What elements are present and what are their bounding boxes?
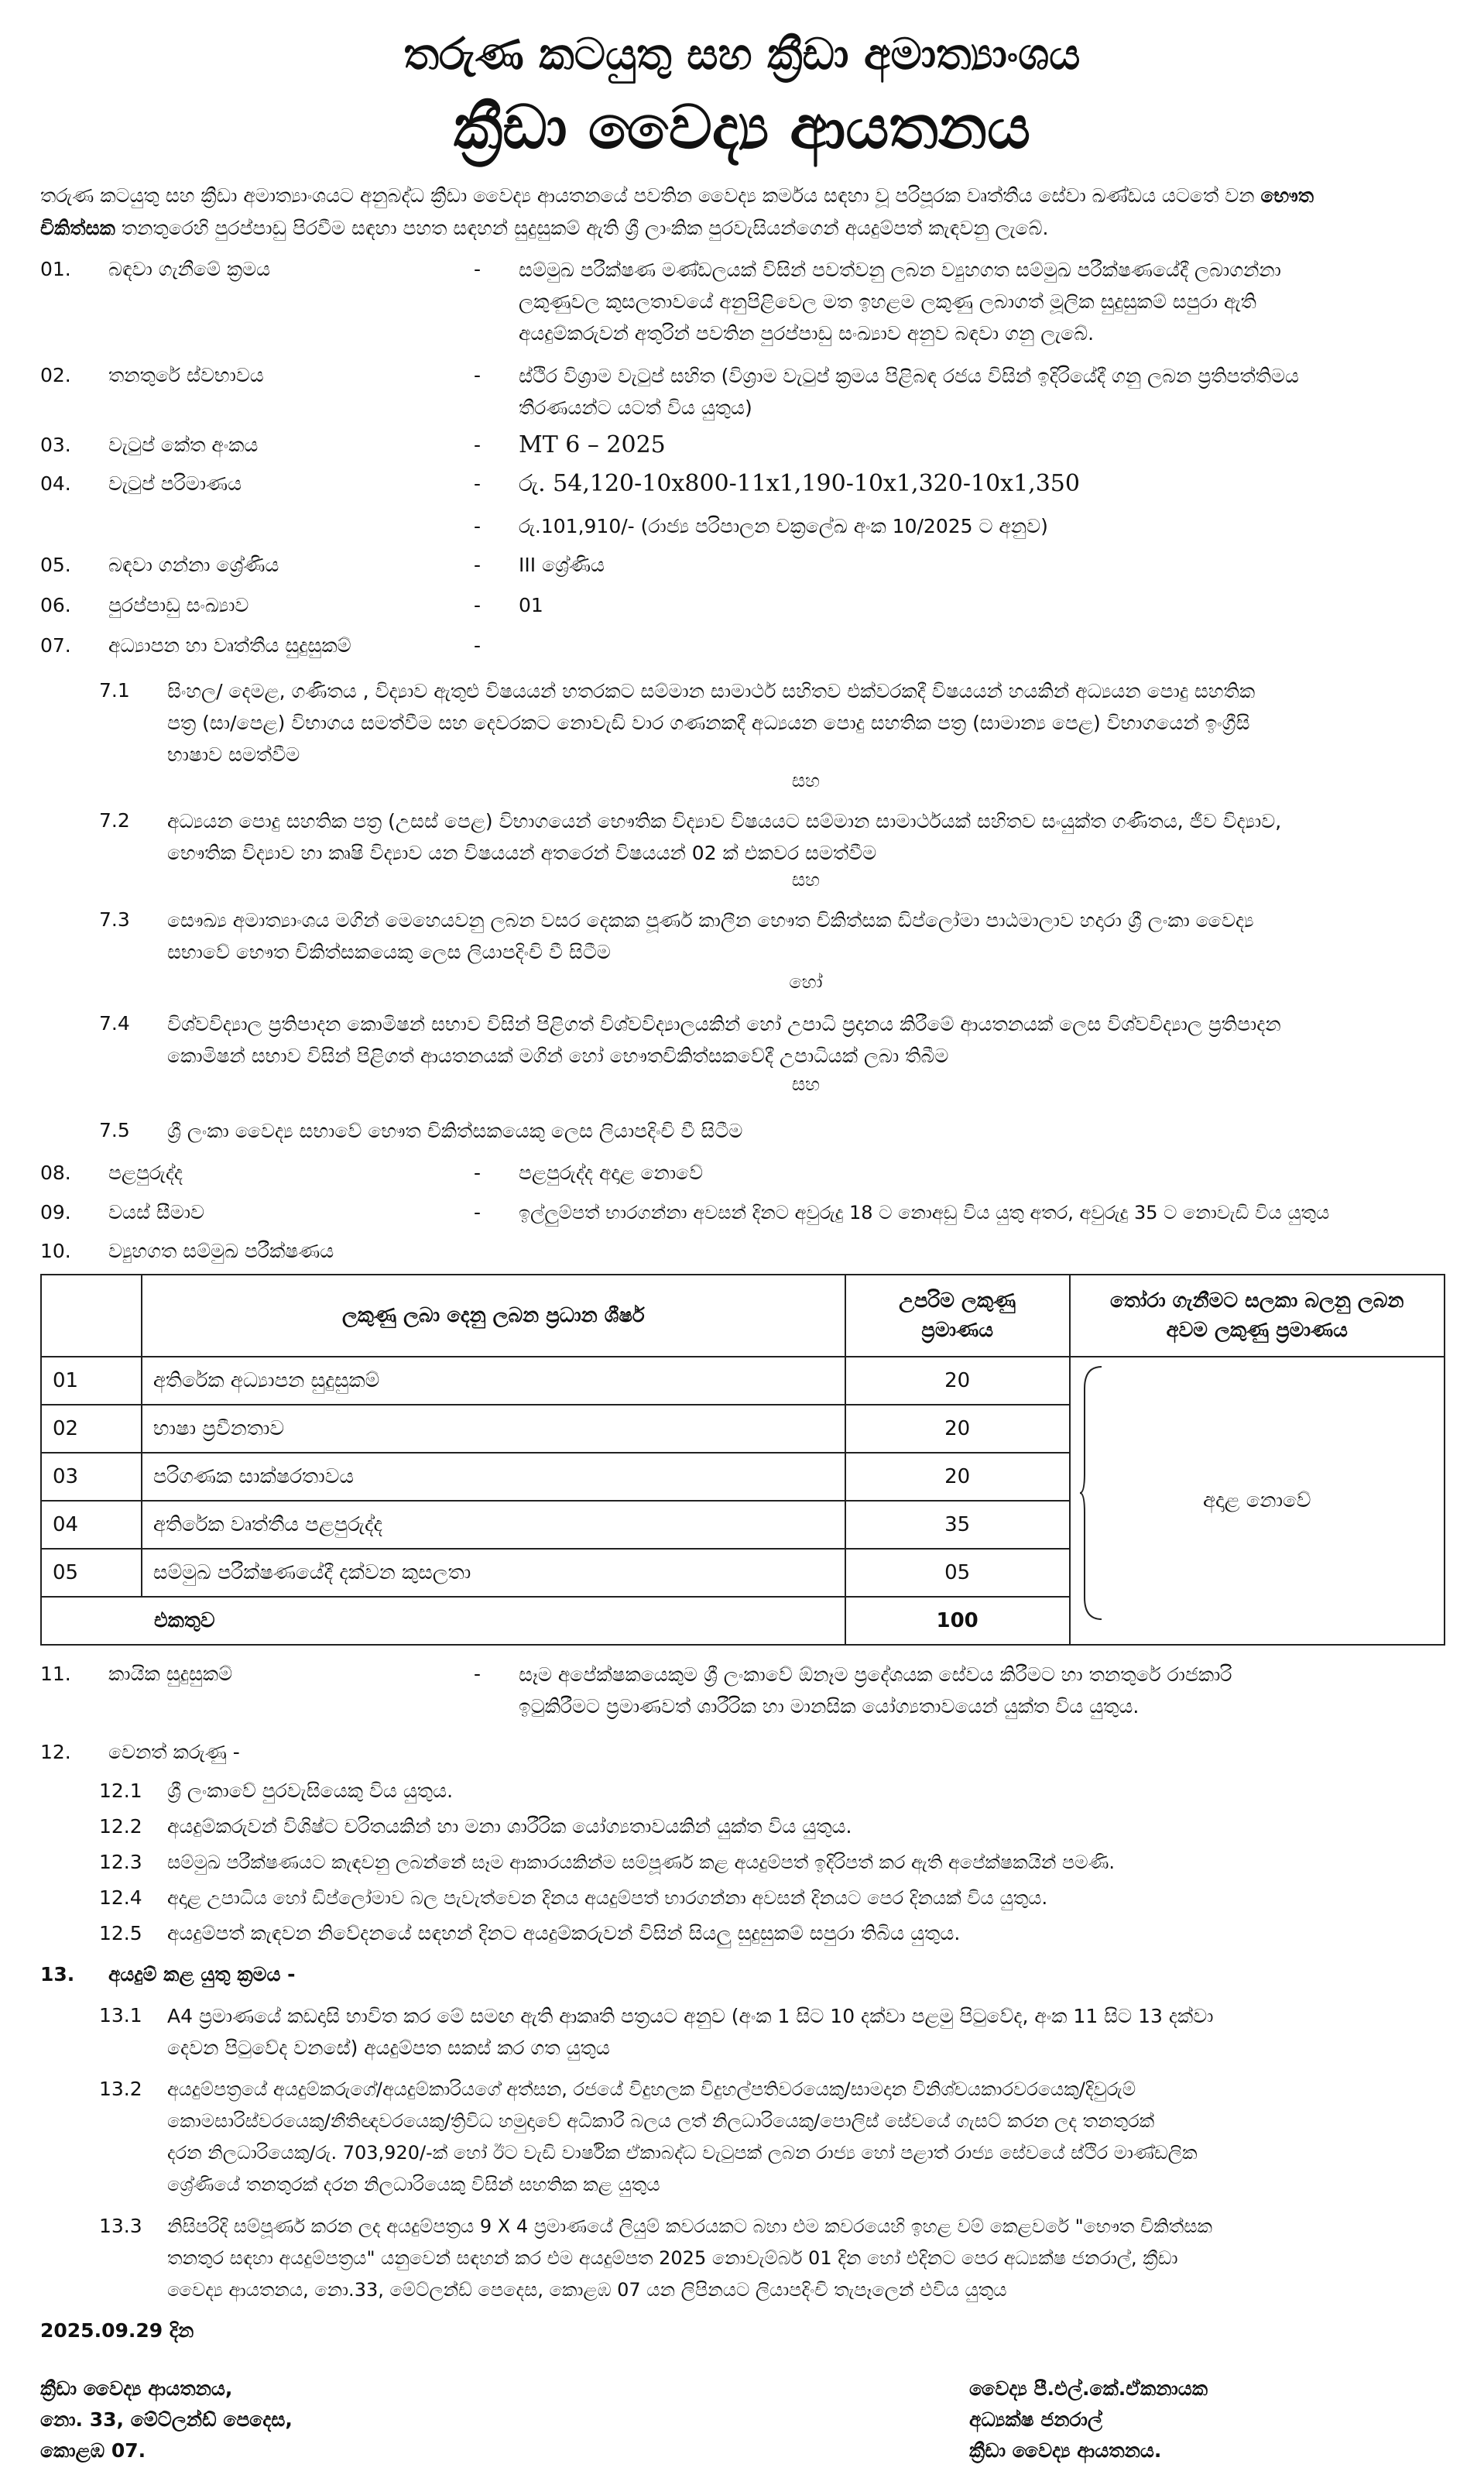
intro-post-2: චිකිත්සක bbox=[40, 217, 115, 239]
header-text: තෝරා ගැනීමට සලකා බලනු ලබන bbox=[1110, 1289, 1404, 1313]
sub-line: කොමසාරිස්වරයෙකු/නීතිඥවරයෙකු/ත්‍රිවිධ හමුදාවේ අධිකාරී බලය ලත් නිලධාරියෙකු/පොලිස් සේවයේ ගැසට් කරන ලද තනතුරක් bbox=[167, 2110, 1155, 2132]
qual-join: සහ bbox=[791, 1073, 821, 1095]
row-subject: භාෂා ප්‍රවීනතාව bbox=[142, 1405, 845, 1453]
sub-text: අයදුම්පත් කැඳවන නිවේදනයේ සඳහන් දිනට අයදුම්කරුවන් විසින් සියලු සුදුසුකම් සපුරා තිබිය යුතුය. bbox=[167, 1922, 961, 1944]
sub-text: අයදුම්කරුවන් විශිෂ්ට චරිතයකින් හා මනා ශාරීරික යෝග්‍යතාවයකින් යුක්ත විය යුතුය. bbox=[167, 1815, 852, 1838]
sub-text bbox=[167, 2211, 1445, 2306]
experience-value: පළපුරුද්ද අදාළ නොවේ bbox=[519, 1162, 704, 1184]
sub-number: 12.1 bbox=[99, 1780, 142, 1802]
salary-scale: රු. 54,120-10x800-11x1,190-10x1,320-10x1,350 bbox=[519, 470, 1080, 497]
row-max: 20 bbox=[845, 1405, 1070, 1453]
qual-text bbox=[167, 1115, 1445, 1147]
item-label: පුරප්පාඩු සංඛ්‍යාව bbox=[108, 594, 249, 616]
table-header-min bbox=[1070, 1275, 1445, 1357]
item-number: 11. bbox=[40, 1663, 71, 1685]
item-label: කායික සුදුසුකම් bbox=[108, 1663, 233, 1685]
marks-table bbox=[40, 1274, 1445, 1646]
row-number: 05 bbox=[41, 1549, 142, 1597]
salary-code: MT 6 – 2025 bbox=[519, 431, 666, 458]
value-line: ලකුණුවල කුසලතාවයේ අනුපිළිවෙල මත ඉහළම ලකුණු ලබාගත් මූලික සුදුසුකම් සපුරා ඇති bbox=[519, 290, 1256, 313]
item-dash: - bbox=[474, 594, 482, 616]
signatory-office: ක්‍රීඩා වෛද්‍ය ආයතනය. bbox=[969, 2439, 1162, 2462]
table-header-row bbox=[41, 1275, 1445, 1357]
item-label: ව්‍යුහගත සම්මුඛ පරීක්ෂණය bbox=[108, 1240, 334, 1262]
header-text: ප්‍රමාණය bbox=[921, 1319, 994, 1342]
item-dash: - bbox=[474, 634, 482, 657]
item-number: 02. bbox=[40, 364, 71, 386]
row-subject: සම්මුඛ පරීක්ෂණයේදී දක්වන කුසලතා bbox=[142, 1549, 845, 1597]
qual-join: හෝ bbox=[789, 971, 823, 993]
item-label: පළපුරුද්ද bbox=[108, 1162, 183, 1184]
sub-text bbox=[167, 2000, 1445, 2064]
item-dash: - bbox=[474, 515, 482, 537]
value-line: අයදුම්කරුවන් අතුරින් පවතින පුරප්පාඩු සංඛ්‍යාව අනුව බඳවා ගනු ලැබේ. bbox=[519, 322, 1095, 345]
row-max: 35 bbox=[845, 1501, 1070, 1549]
row-number: 03 bbox=[41, 1453, 142, 1501]
value-line: ඉටුකිරීමට ප්‍රමාණවත් ශාරීරික හා මානසික යෝග්‍යතාවයෙන් යුක්ත විය යුතුය. bbox=[519, 1695, 1140, 1718]
salary-revised: රු.101,910/- (රාජ්‍ය පරිපාලන චක්‍රලේඛ අංක 10/2025 ට අනුව) bbox=[519, 515, 1048, 537]
header-text: අවම ලකුණු ප්‍රමාණය bbox=[1166, 1319, 1348, 1342]
item-dash: - bbox=[474, 554, 482, 576]
min-marks-value: අදාළ නොවේ bbox=[1203, 1488, 1311, 1512]
item-label: වෙනත් කරුණු - bbox=[108, 1741, 240, 1763]
item-dash: - bbox=[474, 1201, 482, 1224]
brace-icon bbox=[1078, 1365, 1109, 1621]
item-label: වැටුප් කේත අංකය bbox=[108, 434, 259, 456]
address-line: ක්‍රීඩා වෛද්‍ය ආයතනය, bbox=[40, 2377, 233, 2400]
qual-text bbox=[167, 904, 1445, 968]
item-dash: - bbox=[474, 1162, 482, 1184]
row-subject: අතිරේක අධ්‍යාපන සුදුසුකම් bbox=[142, 1357, 845, 1405]
sub-number: 13.2 bbox=[99, 2078, 142, 2100]
row-subject: අතිරේක වෘත්තීය පළපුරුද්ද bbox=[142, 1501, 845, 1549]
value-line: ස්ථිර විශ්‍රාම වැටුප් සහිත (විශ්‍රාම වැටුප් ක්‍රමය පිළිබඳ රජය විසින් ඉදිරියේදී ගනු ලබන ප්‍රතිපත්තිමය bbox=[519, 365, 1300, 387]
qual-join: සහ bbox=[791, 770, 821, 791]
age-limit-value: ඉල්ලුම්පත් භාරගන්නා අවසන් දිනට අවුරුදු 18 ට නොඅඩු විය යුතු අතර, අවුරුදු 35 ට නොවැඩි විය යුතුය bbox=[519, 1202, 1330, 1224]
total-label: එකතුව bbox=[41, 1597, 845, 1645]
intro-post-1: භෞත bbox=[1260, 184, 1314, 207]
item-number: 03. bbox=[40, 434, 71, 456]
sub-text: සම්මුඛ පරීක්ෂණයට කැඳවනු ලබන්නේ සෑම ආකාරයකින්ම සම්පූර්ණ කළ අයදුම්පත් ඉදිරිපත් කර ඇති අපේක්ෂකයින් පමණි. bbox=[167, 1852, 1116, 1873]
address-line: කොළඹ 07. bbox=[40, 2439, 146, 2462]
value-line: සෑම අපේක්ෂකයෙකුම ශ්‍රී ලංකාවේ ඕනෑම ප්‍රදේශයක සේවය කිරීමට හා තනතුරේ රාජකාරි bbox=[519, 1663, 1232, 1686]
qual-line: අධ්‍යයන පොදු සහතික පත්‍ර (උසස් පෙළ) විභාගයෙන් භෞතික විද්‍යාව විෂයයට සම්මාන සාමාර්ථයක් සහිතව සංයුක්ත ගණිතය, ජීව විද්‍යාව, bbox=[167, 810, 1282, 832]
table-header-subject: ලකුණු ලබා දෙනු ලබන ප්‍රධාන ශීර්ෂ bbox=[142, 1275, 845, 1357]
value-line: තීරණයන්ට යටත් විය යුතුය) bbox=[519, 396, 752, 419]
item-number: 04. bbox=[40, 472, 71, 495]
row-max: 20 bbox=[845, 1357, 1070, 1405]
item-number: 01. bbox=[40, 258, 71, 280]
item-dash: - bbox=[474, 434, 482, 456]
qual-text bbox=[167, 675, 1445, 771]
row-number: 01 bbox=[41, 1357, 142, 1405]
item-dash: - bbox=[474, 1663, 482, 1685]
qual-line: විශ්වවිද්‍යාල ප්‍රතිපාදන කොමිෂන් සභාව විසින් පිළිගත් විශ්වවිද්‍යාලයකින් හෝ උපාධි ප්‍රදානය කිරීමේ ආයතනයක් ලෙස විශ්වවිද්‍යාල ප්‍රතිපාදන bbox=[167, 1013, 1281, 1035]
sub-number: 13.3 bbox=[99, 2215, 142, 2237]
sub-line: වෛද්‍ය ආයතනය, නො.33, මේට්ලන්ඩ් පෙදෙස, කොළඹ 07 යන ලිපිනයට ලියාපදිංචි තැපෑලෙන් එවිය යුතුය bbox=[167, 2279, 1007, 2301]
min-marks-cell bbox=[1070, 1357, 1445, 1645]
qual-line: සෞඛ්‍ය අමාත්‍යාංශය මගින් මෙහෙයවනු ලබන වසර දෙකක පූර්ණ කාලීන භෞත චිකිත්සක ඩිප්ලෝමා පාඨමාලාව හදාරා ශ්‍රී ලංකා වෛද්‍ය bbox=[167, 909, 1254, 932]
qual-line: කොමිෂන් සභාව විසින් පිළිගත් ආයතනයක් මගින් හෝ භෞතචිකිත්සකවේදී උපාධියක් ලබා තිබීම bbox=[167, 1045, 949, 1067]
sub-line: නිසිපරිදි සම්පූර්ණ කරන ලද අයදුම්පත්‍රය 9 X 4 ප්‍රමාණයේ ලියුම් කවරයකට බහා එම කවරයෙහි ඉහළ වම් කෙළවරේ "භෞත චිකිත්සක bbox=[167, 2215, 1213, 2237]
table-header-no bbox=[41, 1275, 142, 1357]
row-number: 02 bbox=[41, 1405, 142, 1453]
signature-block bbox=[969, 2373, 1449, 2466]
item-value bbox=[519, 254, 1448, 349]
address-line: නො. 33, මේට්ලන්ඩ් පෙදෙස, bbox=[40, 2408, 293, 2431]
item-number: 13. bbox=[40, 1963, 75, 1985]
item-number: 09. bbox=[40, 1201, 71, 1224]
row-subject: පරිගණක සාක්ෂරතාවය bbox=[142, 1453, 845, 1501]
qual-text bbox=[167, 1008, 1445, 1072]
item-number: 06. bbox=[40, 594, 71, 616]
sub-number: 7.4 bbox=[99, 1012, 130, 1035]
item-value bbox=[519, 360, 1448, 424]
sub-text bbox=[167, 2074, 1445, 2201]
sub-number: 12.3 bbox=[99, 1851, 142, 1873]
sub-number: 13.1 bbox=[99, 2004, 142, 2027]
qual-line: පත්‍ර (සා/පෙළ) විභාගය සමත්වීම සහ දෙවරකට නොවැඩි වාර ගණනකදී අධ්‍යයන පොදු සහතික පත්‍ර (සාමාන්‍ය පෙළ) විභාගයෙන් ඉංග්‍රීසි bbox=[167, 712, 1250, 734]
qual-line: භාෂාව සමත්වීම bbox=[167, 743, 300, 766]
sub-number: 12.5 bbox=[99, 1922, 142, 1944]
sub-number: 7.5 bbox=[99, 1119, 130, 1141]
item-label: බඳවා ගැනීමේ ක්‍රමය bbox=[108, 258, 271, 280]
signatory-name: වෛද්‍ය පී.එල්.කේ.ඒකනායක bbox=[969, 2377, 1208, 2400]
item-number: 05. bbox=[40, 554, 71, 576]
table-row bbox=[41, 1357, 1445, 1405]
address-block bbox=[40, 2373, 660, 2466]
ministry-title: තරුණ කටයුතු සහ ක්‍රීඩා අමාත්‍යාංශය bbox=[403, 29, 1081, 80]
item-dash: - bbox=[474, 258, 482, 280]
sub-line: A4 ප්‍රමාණයේ කඩදාසි භාවිත කර මේ සමඟ ඇති ආකෘති පත්‍රයට අනුව (අංක 1 සිට 10 දක්වා පළමු පිටුවේද, අංක 11 සිට 13 දක්වා bbox=[167, 2005, 1214, 2027]
intro-text-1: තරුණ කටයුතු සහ ක්‍රීඩා අමාත්‍යාංශයට අනුබද්ධ ක්‍රීඩා වෛද්‍ය ආයතනයේ පවතින වෛද්‍ය කර්මය සඳහා වූ පරිපූරක වෘත්තීය සේවා ඛණ්ඩය යටතේ වන bbox=[40, 184, 1255, 207]
sub-text: ශ්‍රී ලංකාවේ පුරවැසියෙකු විය යුතුය. bbox=[167, 1780, 454, 1802]
sub-line: ශ්‍රේණියේ තනතුරක් දරන නිලධාරියෙකු විසින් සහතික කළ යුතුය bbox=[167, 2174, 660, 2195]
item-dash: - bbox=[474, 472, 482, 495]
physical-value bbox=[519, 1659, 1448, 1722]
item-label: බඳවා ගන්නා ශ්‍රේණිය bbox=[108, 554, 279, 576]
value-line: සම්මුඛ පරීක්ෂණ මණ්ඩලයක් විසින් පවත්වනු ලබන ව්‍යුහගත සම්මුඛ පරීක්ෂණයේදී ලබාගන්නා bbox=[519, 259, 1281, 281]
row-max: 20 bbox=[845, 1453, 1070, 1501]
sub-line: තනතුර සඳහා අයදුම්පත්‍රය" යනුවෙන් සඳහන් කර එම අයදුම්පත 2025 නොවැම්බර් 01 දින හෝ එදිනට පෙර අධ්‍යක්ෂ ජනරාල්, ක්‍රීඩා bbox=[167, 2247, 1178, 2269]
qual-line: ශ්‍රී ලංකා වෛද්‍ය සභාවේ භෞත චිකිත්සකයෙකු ලෙස ලියාපදිංචි වී සිටීම bbox=[167, 1120, 743, 1142]
sub-number: 7.1 bbox=[99, 679, 130, 702]
item-label: වැටුප් පරිමාණය bbox=[108, 472, 242, 495]
item-number: 12. bbox=[40, 1741, 71, 1763]
sub-line: දෙවන පිටුවේද වනසේ) අයදුම්පත සකස් කර ගත යුතුය bbox=[167, 2037, 610, 2059]
item-label: අධ්‍යාපන හා වෘත්තීය සුදුසුකම් bbox=[108, 634, 351, 657]
total-value: 100 bbox=[845, 1597, 1070, 1645]
qual-join: සහ bbox=[791, 869, 821, 891]
item-dash: - bbox=[474, 364, 482, 386]
item-number: 08. bbox=[40, 1162, 71, 1184]
institute-title: ක්‍රීඩා වෛද්‍ය ආයතනය bbox=[453, 93, 1031, 163]
intro-text-2: තනතුරෙහි පුරප්පාඩු පිරවීම සඳහා පහත සඳහන් සුදුසුකම් ඇති ශ්‍රී ලාංකික පුරවැසියන්ගෙන් අයදුම්පත් කැඳවනු ලැබේ. bbox=[121, 217, 1049, 239]
sub-line: දරන නිලධාරියෙකු/රු. 703,920/-ක් හෝ ඊට වැඩි වාර්ෂික ඒකාබද්ධ වැටුපක් ලබන රාජ්‍ය හෝ පළාත් රාජ්‍ය සේවයේ ස්ථිර මාණ්ඩලික bbox=[167, 2142, 1198, 2164]
sub-number: 12.4 bbox=[99, 1886, 142, 1909]
qual-line: සිංහල/ දෙමළ, ගණිතය , විද්‍යාව ඇතුළු විෂයයන් හතරකට සම්මාන සාමාර්ථ සහිතව එක්වරකදී විෂයයන් හයකින් අධ්‍යයන පොදු සහතික bbox=[167, 680, 1256, 702]
item-label: වයස් සීමාව bbox=[108, 1201, 205, 1224]
notice-date: 2025.09.29 දින bbox=[40, 2319, 194, 2342]
vacancies-value: 01 bbox=[519, 594, 543, 616]
sub-text: අදාළ උපාධිය හෝ ඩිප්ලෝමාව බල පැවැත්වෙන දිනය අයදුම්පත් භාරගන්නා අවසන් දිනයට පෙර දිනයක් විය යුතුය. bbox=[167, 1887, 1048, 1909]
item-number: 07. bbox=[40, 634, 71, 657]
sub-number: 7.3 bbox=[99, 908, 130, 931]
qual-line: සභාවේ භෞත චිකිත්සකයෙකු ලෙස ලියාපදිංචි වී සිටීම bbox=[167, 941, 611, 963]
item-label: තනතුරේ ස්වභාවය bbox=[108, 364, 264, 386]
sub-line: අයදුම්පත්‍රයේ අයදුම්කරුගේ/අයදුම්කාරියගේ අත්සන, රජයේ විදුහලක විදුහල්පතිවරයෙකු/සාමදාන විනිශ්චයකාරවරයෙකු/දිවුරුම් bbox=[167, 2078, 1136, 2100]
qual-line: භෞතික විද්‍යාව හා කෘෂි විද්‍යාව යන විෂයයන් අතරෙන් විෂයයන් 02 ක් එකවර සමත්වීම bbox=[167, 842, 877, 864]
item-label: අයදුම් කළ යුතු ක්‍රමය - bbox=[108, 1963, 296, 1985]
intro-paragraph bbox=[40, 180, 1445, 245]
row-number: 04 bbox=[41, 1501, 142, 1549]
header-text: උපරිම ලකුණු bbox=[899, 1289, 1016, 1313]
item-number: 10. bbox=[40, 1240, 71, 1262]
signatory-title: අධ්‍යක්ෂ ජනරාල් bbox=[969, 2408, 1102, 2431]
qual-text bbox=[167, 805, 1445, 869]
row-max: 05 bbox=[845, 1549, 1070, 1597]
table-header-max bbox=[845, 1275, 1070, 1357]
sub-number: 7.2 bbox=[99, 809, 130, 832]
grade-value: III ශ්‍රේණිය bbox=[519, 554, 605, 576]
sub-number: 12.2 bbox=[99, 1815, 142, 1838]
